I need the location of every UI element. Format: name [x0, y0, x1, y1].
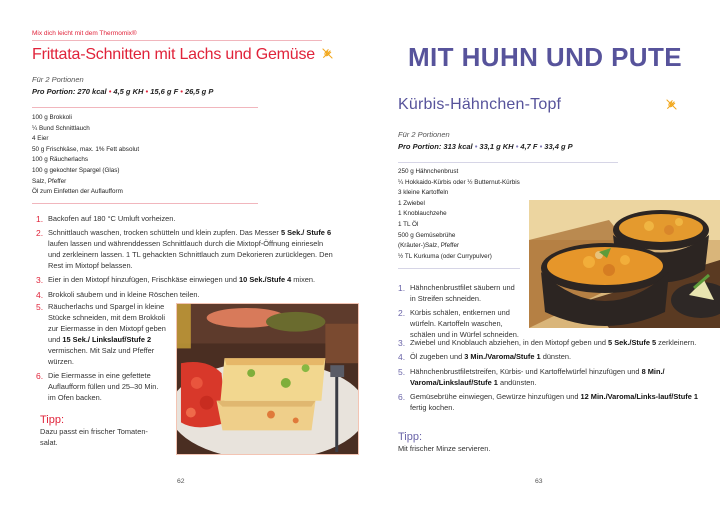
step-2: 2. Kürbis schälen, entkernen und würfeln. Kartoffeln waschen, schälen und in Würfel schneiden.	[398, 308, 519, 340]
tip-text: Dazu passt ein frischer Tomaten-salat.	[40, 427, 148, 447]
nutrition-kcal: 313 kcal	[443, 142, 473, 151]
section-title: MIT HUHN UND PUTE	[408, 42, 683, 72]
pumpkin-chicken-stew-photo	[529, 200, 720, 328]
ingredient-item: ¼ Bund Schnittlauch	[32, 124, 90, 132]
separator: •	[143, 87, 151, 96]
page-number: 63	[535, 478, 543, 485]
ingredient-item: 250 g Hähnchenbrust	[398, 168, 459, 175]
recipe-title: Kürbis-Hähnchen-Topf	[398, 96, 562, 113]
step-5: 5. Hähnchenbrustfiletstreifen, Kürbis- und Kartoffelwürfel hinzufügen und 8 Min./ Varoma/Linkslauf/Stufe 1 andünsten.	[398, 366, 665, 387]
running-head: Mix dich leicht mit dem Thermomix®	[32, 30, 137, 37]
nutrition-kcal: 270 kcal	[77, 87, 107, 96]
ingredient-list	[32, 113, 139, 198]
nutrition-carbs: 4,5 g KH	[113, 87, 144, 96]
running-head-rule	[32, 40, 322, 41]
step-1: 1. Backofen auf 180 °C Umluft vorheizen.	[36, 214, 176, 224]
nutrition-carbs: 33,1 g KH	[479, 142, 514, 151]
ingredient-item: 100 g gekochter Spargel (Glas)	[32, 166, 120, 174]
recipe-title	[32, 46, 334, 64]
step-4: 4. Brokkoli säubern und in kleine Röschen teilen.	[36, 289, 200, 300]
step-1: 1. Hähnchenbrustfilet säubern und in Streifen schneiden.	[398, 283, 515, 303]
separator: •	[537, 142, 545, 151]
ingredient-item: 1 Knoblauchzehe	[398, 210, 447, 218]
nutrition-protein: 33,4 g P	[544, 142, 573, 151]
divider	[398, 268, 520, 269]
ingredient-item: 3 kleine Kartoffeln	[398, 189, 449, 197]
ingredient-item: (Kräuter-)Salz, Pfeffer	[398, 242, 460, 250]
tip-heading: Tipp:	[40, 414, 65, 426]
instruction-steps-continued	[36, 302, 166, 407]
step-6: 6. Gemüsebrühe einwiegen, Gewürze hinzufügen und 12 Min./Varoma/Links-lauf/Stufe 1 fertig kochen.	[398, 391, 698, 412]
ingredient-item: Salz, Pfeffer	[32, 177, 67, 185]
step-3: 3. Zwiebel und Knoblauch abziehen, in den Mixtopf geben und 5 Sek./Stufe 5 zerkleinern.	[398, 338, 697, 348]
separator: •	[106, 87, 114, 96]
separator: •	[513, 142, 521, 151]
step-4: 4. Öl zugeben und 3 Min./Varoma/Stufe 1 dünsten.	[398, 352, 572, 363]
ingredient-list	[398, 167, 520, 262]
separator: •	[178, 87, 185, 96]
gluten-free-icon	[321, 47, 334, 60]
divider	[32, 203, 258, 204]
ingredient-item: Öl zum Einfetten der Auflaufform	[32, 188, 123, 196]
step-6: 6. Die Eiermasse in eine gefettete Auflaufform füllen und 25–30 Min. im Ofen backen.	[36, 370, 159, 402]
ingredient-item: 50 g Frischkäse, max. 1% Fett absolut	[32, 145, 140, 153]
servings: Für 2 Portionen	[398, 130, 450, 139]
ingredient-item: ¼ Hokkaido-Kürbis oder ½ Butternut-Kürbis	[398, 178, 520, 186]
ingredient-item: 100 g Brokkoli	[32, 114, 72, 121]
gluten-free-icon	[665, 98, 678, 111]
ingredient-item: 1 Zwiebel	[398, 199, 425, 207]
divider	[398, 162, 618, 163]
ingredient-item: 1 TL Öl	[398, 220, 419, 228]
nutrition-protein: 26,5 g P	[184, 87, 214, 96]
nutrition-prefix: Pro Portion:	[32, 87, 78, 96]
ingredient-item: 4 Eier	[32, 135, 49, 143]
instruction-steps-continued	[398, 338, 698, 417]
servings: Für 2 Portionen	[32, 75, 84, 84]
nutrition-info	[32, 87, 213, 96]
step-2: 2. Schnittlauch waschen, trocken schütteln und klein zupfen. Das Messer 5 Sek./ Stufe 6 laufen lassen und währenddessen Schnittlauch durch die Mixtopf-Öffnung einrieseln und zerkleinern lassen. 1 TL gehackten Schnittlauch zum Dekorieren zurücklegen. Den Rest im Mixtopf belassen.	[36, 228, 333, 271]
nutrition-fat: 15,6 g F	[150, 87, 179, 96]
nutrition-fat: 4,7 F	[520, 142, 538, 151]
separator: •	[472, 142, 480, 151]
step-5: 5. Räucherlachs und Spargel in kleine Stücke schneiden, mit dem Brokkoli zur Eiermasse in den Mixtopf geben und 15 Sek./ Linkslauf/Stufe 2 vermischen. Mit Salz und Pfeffer würzen.	[36, 302, 166, 366]
tip-heading: Tipp:	[398, 431, 423, 443]
nutrition-info	[398, 142, 573, 151]
divider	[32, 107, 258, 108]
nutrition-prefix: Pro Portion:	[398, 142, 444, 151]
ingredient-item: 500 g Gemüsebrühe	[398, 231, 456, 239]
page-number: 62	[177, 478, 185, 485]
recipe-title-text: Frittata-Schnitten mit Lachs und Gemüse	[32, 46, 315, 63]
step-3: 3. Eier in den Mixtopf hinzufügen, Frischkäse einwiegen und 10 Sek./Stufe 4 mixen.	[36, 275, 316, 286]
instruction-steps	[398, 283, 520, 344]
ingredient-item: 100 g Räucherlachs	[32, 156, 89, 164]
ingredient-item: ½ TL Kurkuma (oder Currypulver)	[398, 252, 492, 260]
instruction-steps	[36, 214, 336, 304]
frittata-photo	[176, 303, 359, 455]
tip-text: Mit frischer Minze servieren.	[398, 444, 491, 453]
